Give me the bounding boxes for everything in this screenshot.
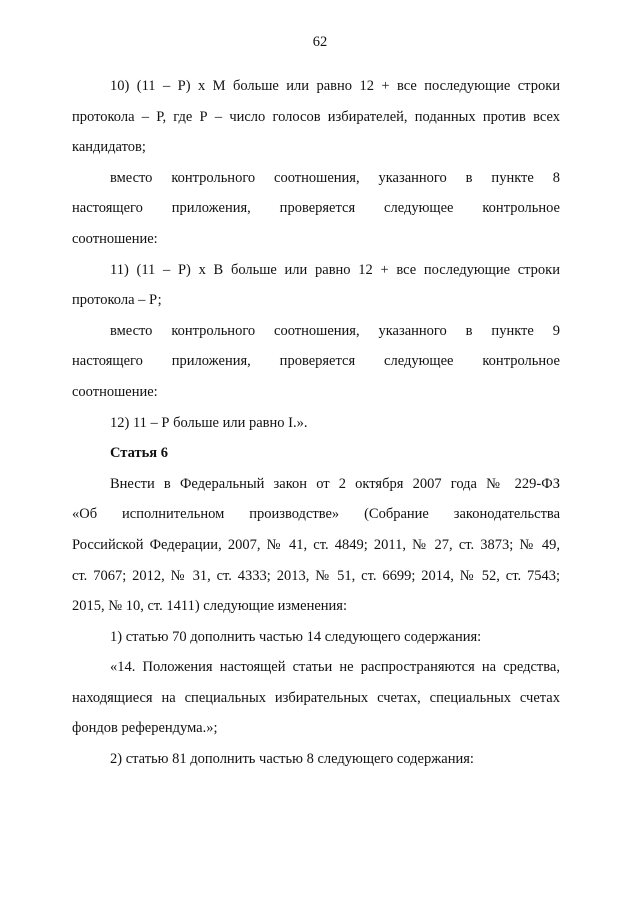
text-line: 2) статью 81 дополнить частью 8 следующего содержания: (110, 751, 474, 768)
text-line: фондов референдума.»; (72, 720, 218, 737)
paragraph (72, 316, 560, 408)
document-body (72, 71, 560, 775)
text-line: вместо контрольного соотношения, указанного в пункте 8 (110, 169, 560, 186)
text-line: Внести в Федеральный закон от 2 октября 2007 года № 229-ФЗ (110, 475, 560, 492)
text-line: «14. Положения настоящей статьи не распространяются на средства, (110, 659, 560, 676)
paragraph (72, 469, 560, 622)
text-line: 1) статью 70 дополнить частью 14 следующего содержания: (110, 628, 482, 645)
text-line: ст. 7067; 2012, № 31, ст. 4333; 2013, № 51, ст. 6699; 2014, № 52, ст. 7543; (72, 567, 560, 584)
paragraph (72, 408, 560, 439)
text-line: Статья 6 (110, 445, 168, 462)
text-line: находящиеся на специальных избирательных счетах, специальных счетах (72, 689, 560, 706)
article-heading (72, 438, 560, 469)
text-line: протокола – Р; (72, 292, 162, 309)
text-line: «Об исполнительном производстве» (Собрание законодательства (72, 506, 560, 523)
text-line: настоящего приложения, проверяется следующее контрольное (72, 200, 560, 217)
paragraph (72, 622, 560, 653)
page-number: 62 (312, 34, 328, 50)
text-line: 10) (11 – Р) х М больше или равно 12 + все последующие строки (110, 78, 560, 94)
text-line: Российской Федерации, 2007, № 41, ст. 4849; 2011, № 27, ст. 3873; № 49, (72, 536, 560, 553)
paragraph (72, 744, 560, 775)
paragraph (72, 163, 560, 255)
paragraph (72, 255, 560, 316)
text-line: настоящего приложения, проверяется следующее контрольное (72, 353, 560, 370)
text-line: вместо контрольного соотношения, указанного в пункте 9 (110, 322, 560, 339)
paragraph (72, 652, 560, 744)
text-line: соотношение: (72, 230, 158, 247)
text-line: 12) 11 – Р больше или равно I.». (110, 414, 308, 431)
text-line: 11) (11 – Р) х В больше или равно 12 + все последующие строки (110, 261, 560, 278)
text-line: соотношение: (72, 383, 158, 400)
paragraph (72, 71, 560, 163)
text-line: кандидатов; (72, 139, 146, 156)
text-line: протокола – Р, где Р – число голосов избирателей, поданных против всех (72, 108, 560, 125)
text-line: 2015, № 10, ст. 1411) следующие изменения: (72, 598, 347, 615)
